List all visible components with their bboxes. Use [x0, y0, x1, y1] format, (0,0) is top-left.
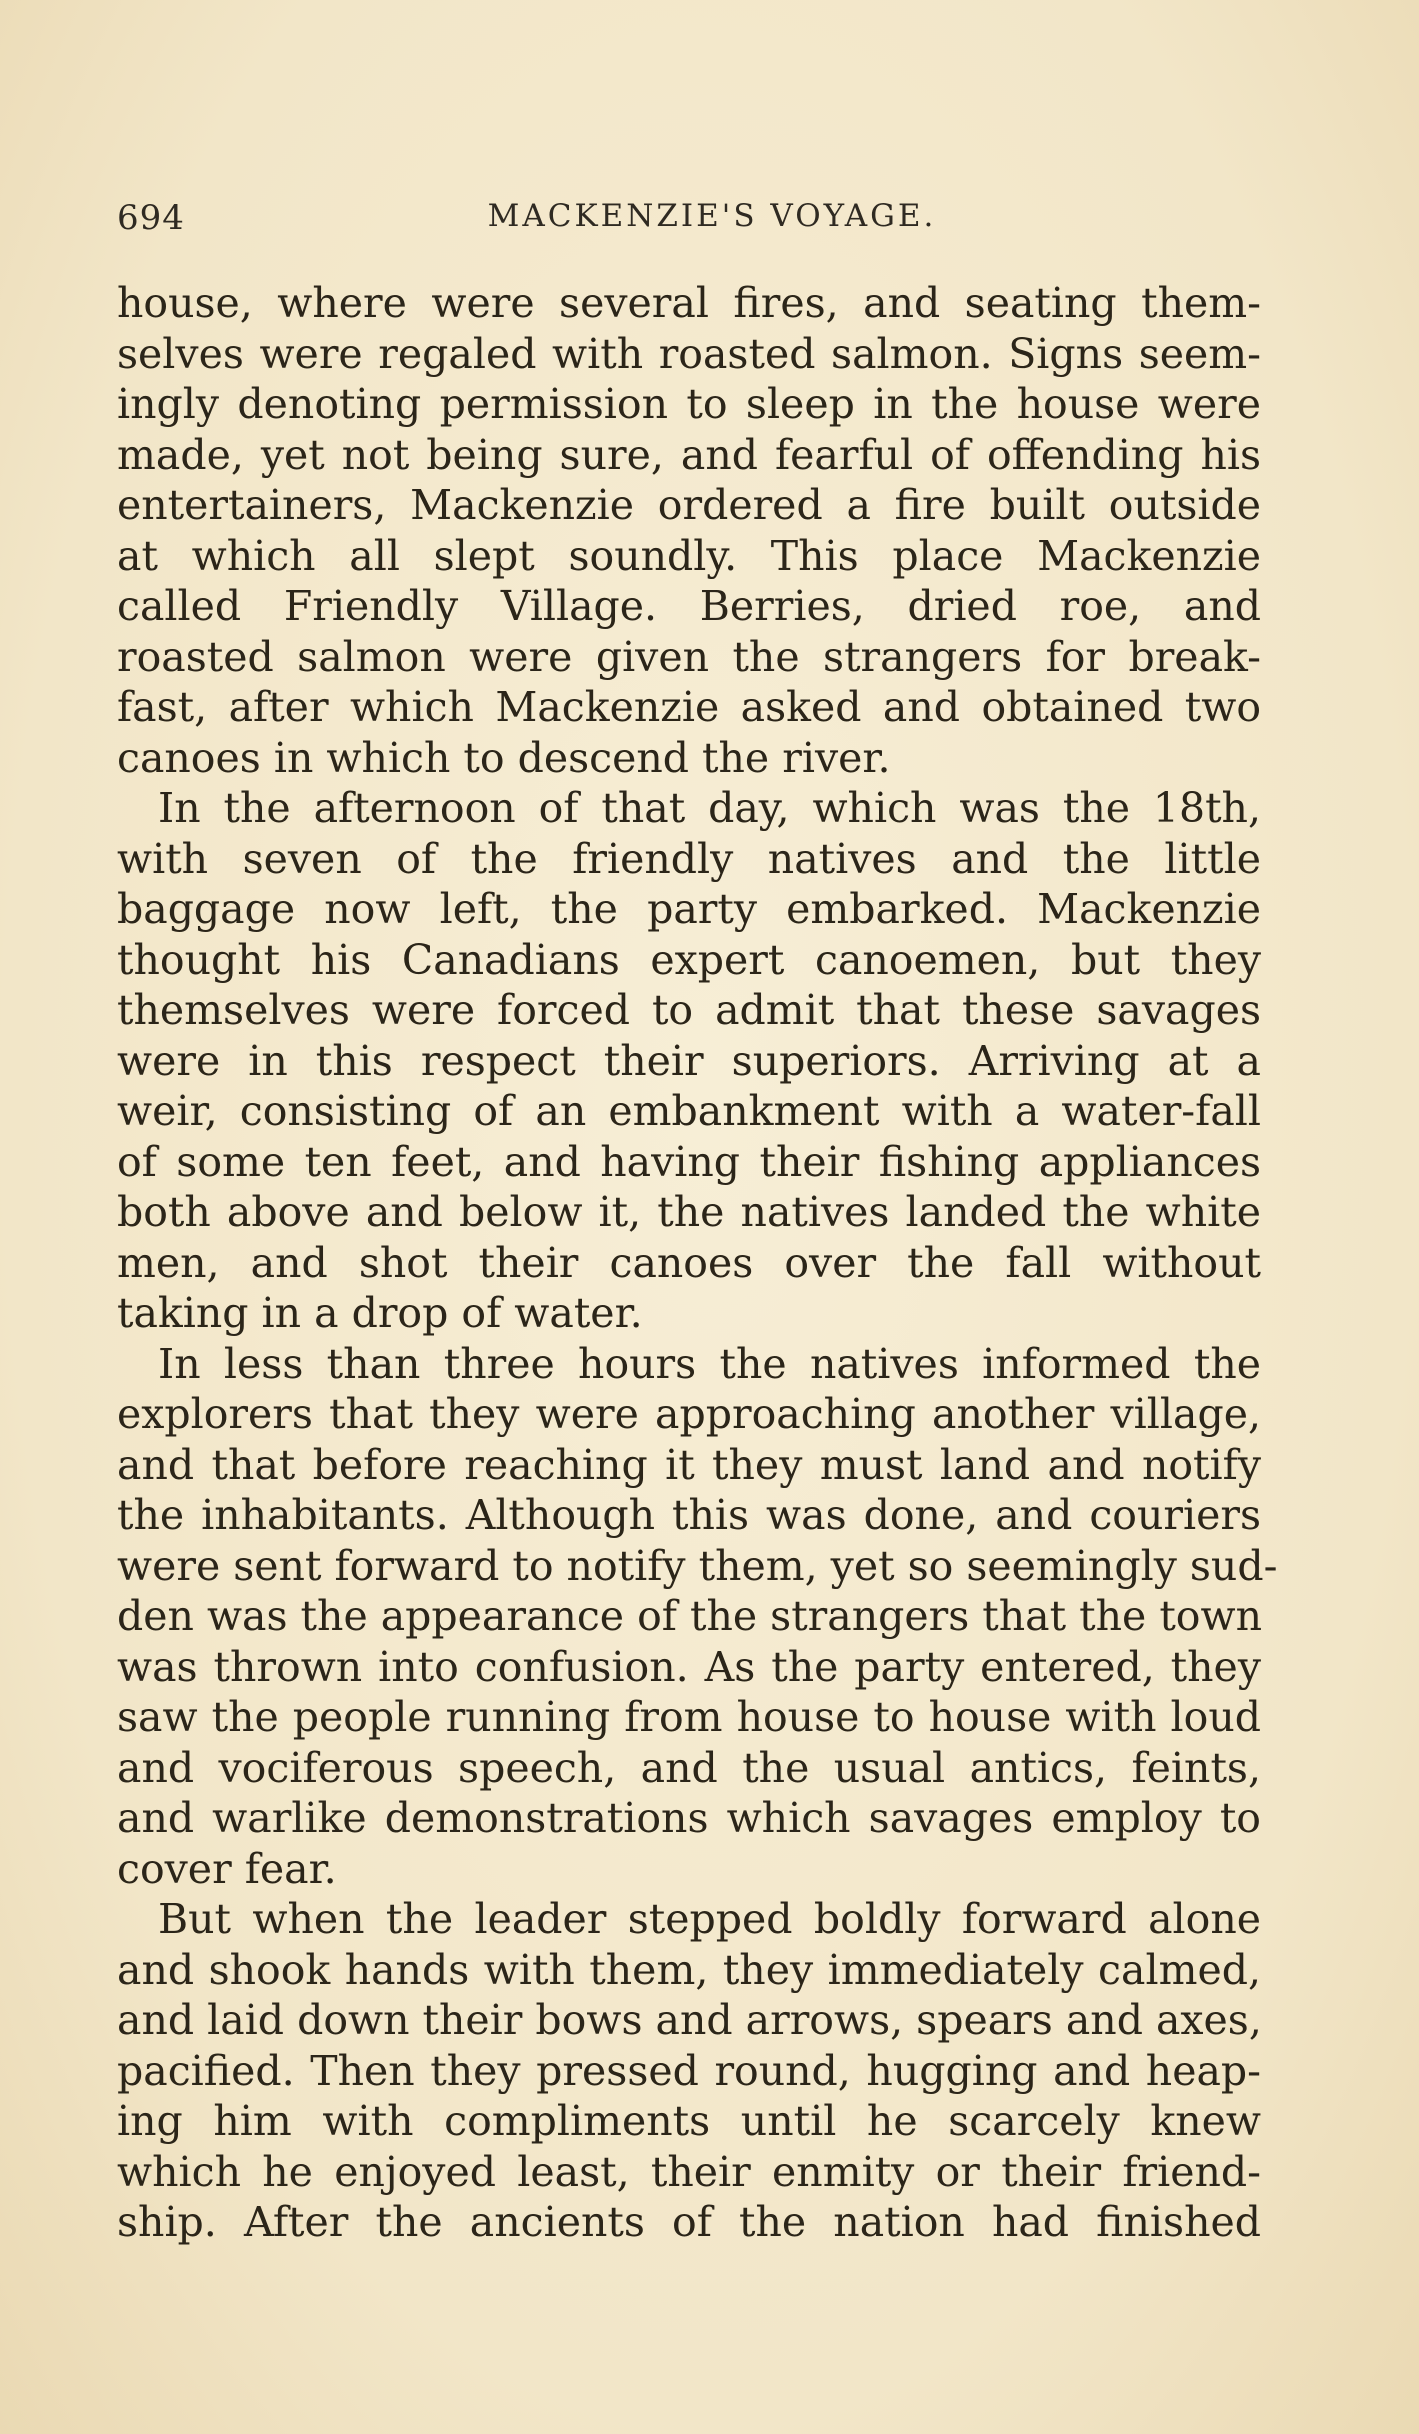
text-line: men, and shot their canoes over the fall without — [117, 1238, 1261, 1287]
text-line: fast, after which Mackenzie asked and obtained two — [117, 683, 1261, 731]
text-line: ingly denoting permission to sleep in the house were — [117, 380, 1261, 428]
text-line: In less than three hours the natives informed the — [117, 1339, 1261, 1388]
page-number: 694 — [117, 198, 185, 238]
text-line: and that before reaching it they must land and notify — [117, 1440, 1261, 1489]
text-line: house, where were several fires, and seating them- — [117, 279, 1261, 327]
text-line: cover fear. — [117, 1844, 337, 1893]
text-line: the inhabitants. Although this was done, and couriers — [117, 1491, 1261, 1539]
text-line: and laid down their bows and arrows, spears and axes, — [117, 1996, 1262, 2044]
text-line: taking in a drop of water. — [117, 1289, 643, 1337]
text-line: saw the people running from house to house with loud — [117, 1693, 1261, 1741]
text-line: both above and below it, the natives landed the white — [117, 1188, 1261, 1236]
text-line: roasted salmon were given the strangers for break- — [117, 632, 1261, 681]
text-line: was thrown into confusion. As the party entered, they — [117, 1642, 1261, 1691]
text-line: selves were regaled with roasted salmon. Signs seem- — [117, 329, 1261, 378]
text-line: weir, consisting of an embankment with a water-fall — [117, 1087, 1261, 1135]
page-header — [117, 198, 1267, 248]
text-line: In the afternoon of that day, which was the 18th, — [117, 784, 1261, 832]
text-line: and warlike demonstrations which savages employ to — [117, 1794, 1261, 1842]
text-line: pacified. Then they pressed round, hugging and heap- — [117, 2046, 1261, 2095]
text-line: made, yet not being sure, and fearful of offending his — [117, 430, 1261, 479]
text-line: ship. After the ancients of the nation had finished — [117, 2198, 1261, 2246]
text-line: were in this respect their superiors. Arriving at a — [117, 1036, 1261, 1085]
text-line: den was the appearance of the strangers that the town — [117, 1592, 1262, 1640]
running-head: MACKENZIE'S VOYAGE. — [487, 198, 937, 234]
text-line: called Friendly Village. Berries, dried roe, and — [117, 582, 1261, 630]
text-line: entertainers, Mackenzie ordered a fire built outside — [117, 481, 1261, 529]
text-line: with seven of the friendly natives and the little — [117, 834, 1261, 883]
text-line: and shook hands with them, they immediately calmed, — [117, 1945, 1261, 1994]
text-line: which he enjoyed least, their enmity or their friend- — [117, 2147, 1261, 2196]
text-line: thought his Canadians expert canoemen, but they — [117, 935, 1261, 984]
text-line: ing him with compliments until he scarcely knew — [117, 2097, 1261, 2145]
text-line: and vociferous speech, and the usual antics, feints, — [117, 1743, 1261, 1792]
text-line: But when the leader stepped boldly forward alone — [117, 1895, 1261, 1943]
text-line: were sent forward to notify them, yet so seemingly sud- — [117, 1541, 1278, 1590]
text-line: canoes in which to descend the river. — [117, 733, 891, 782]
text-line: explorers that they were approaching another village, — [117, 1390, 1261, 1438]
text-line: baggage now left, the party embarked. Mackenzie — [117, 885, 1261, 933]
text-line: themselves were forced to admit that these savages — [117, 986, 1261, 1034]
body-text — [117, 278, 1278, 2248]
text-line: of some ten feet, and having their fishing appliances — [117, 1137, 1261, 1186]
text-line: at which all slept soundly. This place Mackenzie — [117, 531, 1261, 580]
